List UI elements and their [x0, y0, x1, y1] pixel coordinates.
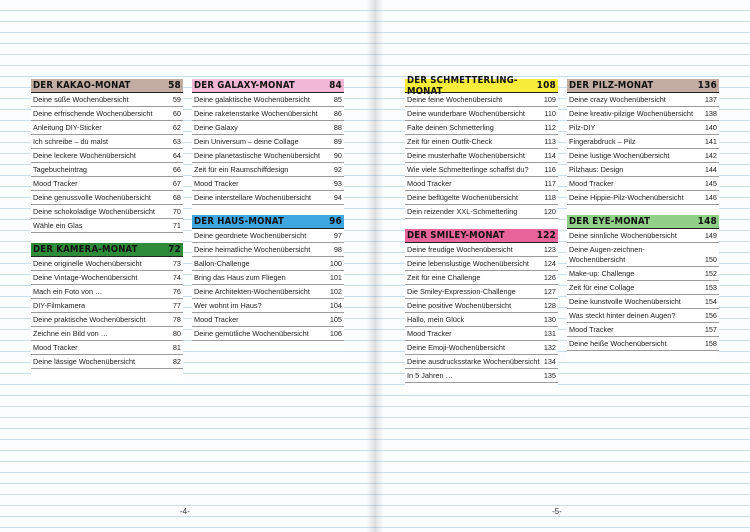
section-header — [192, 79, 344, 93]
entry-title: Deine ausdrucksstarke Wochenübersicht — [407, 356, 540, 366]
entry-title: In 5 Jahren … — [407, 370, 453, 380]
toc-entry[interactable] — [405, 327, 558, 341]
entry-page-number: 123 — [543, 244, 556, 254]
toc-entry[interactable] — [192, 177, 344, 191]
section-title: DER KAKAO-MONAT — [33, 80, 131, 91]
entry-title: Zeit für ein Raumschiffdesign — [194, 164, 289, 174]
toc-entry[interactable] — [567, 177, 719, 191]
toc-entry[interactable] — [31, 205, 183, 219]
toc-entry[interactable] — [405, 149, 558, 163]
entry-title: Zeit für eine Challenge — [407, 272, 481, 282]
entry-page-number: 89 — [333, 136, 342, 146]
toc-entry[interactable] — [31, 299, 183, 313]
entry-title: Deine originelle Wochenübersicht — [33, 258, 142, 268]
entry-title: Deine planetastische Wochenübersicht — [194, 150, 321, 160]
entry-page-number: 131 — [543, 328, 556, 338]
entry-title: Wer wohnt im Haus? — [194, 300, 262, 310]
toc-entry[interactable] — [192, 229, 344, 243]
toc-entry[interactable] — [405, 135, 558, 149]
entry-title: Pilzhaus: Design — [569, 164, 624, 174]
entry-title: Fingerabdruck – Pilz — [569, 136, 636, 146]
entry-page-number: 77 — [172, 300, 181, 310]
toc-entry[interactable] — [192, 285, 344, 299]
entry-page-number: 137 — [704, 94, 717, 104]
toc-entry[interactable] — [31, 355, 183, 369]
toc-entry[interactable] — [405, 313, 558, 327]
entry-page-number: 97 — [333, 230, 342, 240]
entry-page-number: 86 — [333, 108, 342, 118]
section-header — [192, 215, 344, 229]
entry-title: Deine süße Wochenübersicht — [33, 94, 129, 104]
entry-page-number: 120 — [543, 206, 556, 216]
entry-page-number: 64 — [172, 150, 181, 160]
toc-section — [567, 79, 719, 205]
entry-page-number: 110 — [544, 108, 556, 118]
toc-entry[interactable] — [192, 313, 344, 327]
entry-page-number: 60 — [172, 108, 181, 118]
section-page-number: 72 — [168, 244, 181, 255]
toc-entry[interactable] — [405, 257, 558, 271]
entry-title: Deine genussvolle Wochenübersicht — [33, 192, 151, 202]
entry-title: Mood Tracker — [569, 178, 614, 188]
entry-title: Deine Galaxy — [194, 122, 238, 132]
toc-entry[interactable] — [567, 93, 719, 107]
entry-title: Deine lustige Wochenübersicht — [569, 150, 670, 160]
toc-column-2 — [192, 79, 344, 351]
entry-page-number: 116 — [544, 164, 556, 174]
section-header — [31, 243, 183, 257]
section-page-number: 108 — [536, 80, 556, 91]
entry-title: Wähle ein Glas — [33, 220, 83, 230]
toc-entry[interactable] — [567, 337, 719, 351]
entry-title: Deine interstellare Wochenübersicht — [194, 192, 312, 202]
toc-entry[interactable] — [31, 149, 183, 163]
entry-page-number: 78 — [172, 314, 181, 324]
entry-title: Mood Tracker — [569, 324, 614, 334]
section-page-number: 58 — [168, 80, 181, 91]
toc-entry[interactable] — [192, 327, 344, 341]
entry-page-number: 142 — [704, 150, 717, 160]
entry-title: Mach ein Foto von … — [33, 286, 103, 296]
toc-entry[interactable] — [192, 271, 344, 285]
toc-entry[interactable] — [405, 271, 558, 285]
entry-page-number: 102 — [329, 286, 342, 296]
toc-column-4 — [567, 79, 719, 361]
entry-page-number: 105 — [329, 314, 342, 324]
entry-title: Deine freudige Wochenübersicht — [407, 244, 513, 254]
toc-entry[interactable] — [567, 295, 719, 309]
entry-page-number: 67 — [172, 178, 181, 188]
entry-page-number: 73 — [172, 258, 181, 268]
section-title: DER PILZ-MONAT — [569, 80, 654, 91]
entry-page-number: 154 — [704, 296, 717, 306]
entry-title: Deine positive Wochenübersicht — [407, 300, 512, 310]
toc-entry[interactable] — [567, 135, 719, 149]
entry-page-number: 157 — [704, 324, 717, 334]
page-number-left: -4- — [180, 507, 190, 516]
entry-page-number: 63 — [172, 136, 181, 146]
section-title: DER EYE-MONAT — [569, 216, 651, 227]
entry-page-number: 109 — [543, 94, 556, 104]
entry-page-number: 90 — [333, 150, 342, 160]
entry-title: DIY-Filmkamera — [33, 300, 86, 310]
toc-entry[interactable] — [567, 229, 719, 243]
entry-page-number: 71 — [172, 220, 181, 230]
toc-entry[interactable] — [31, 191, 183, 205]
page-number-right: -5- — [552, 507, 562, 516]
entry-title: Ich schreibe – du malst — [33, 136, 109, 146]
toc-section — [192, 79, 344, 205]
entry-page-number: 68 — [172, 192, 181, 202]
toc-entry[interactable] — [405, 243, 558, 257]
entry-page-number: 117 — [544, 178, 556, 188]
entry-page-number: 118 — [544, 192, 556, 202]
entry-page-number: 62 — [172, 122, 181, 132]
toc-entry[interactable] — [567, 267, 719, 281]
entry-page-number: 81 — [172, 342, 181, 352]
entry-title: Bring das Haus zum Fliegen — [194, 272, 286, 282]
entry-title: Die Smiley-Expression-Challenge — [407, 286, 516, 296]
entry-title: Falte deinen Schmetterling — [407, 122, 494, 132]
entry-title: Deine praktische Wochenübersicht — [33, 314, 146, 324]
entry-title: Anleitung DIY-Sticker — [33, 122, 102, 132]
entry-page-number: 128 — [543, 300, 556, 310]
toc-entry[interactable] — [405, 191, 558, 205]
entry-page-number: 127 — [543, 286, 556, 296]
entry-page-number: 153 — [704, 282, 717, 292]
toc-entry[interactable] — [192, 121, 344, 135]
toc-section — [567, 215, 719, 351]
entry-title: Deine kreativ-pilzige Wochenübersicht — [569, 108, 693, 118]
entry-title: Deine erfrischende Wochenübersicht — [33, 108, 153, 118]
entry-title: Deine sinnliche Wochenübersicht — [569, 230, 677, 240]
toc-entry[interactable] — [405, 355, 558, 369]
entry-title: Deine gemütliche Wochenübersicht — [194, 328, 309, 338]
entry-title: Dein reizender XXL-Schmetterling — [407, 206, 518, 216]
entry-title: Deine heiße Wochenübersicht — [569, 338, 667, 348]
toc-entry[interactable] — [31, 257, 183, 271]
entry-page-number: 138 — [704, 108, 717, 118]
toc-entry[interactable] — [31, 271, 183, 285]
entry-page-number: 100 — [329, 258, 342, 268]
section-title: DER SMILEY-MONAT — [407, 230, 505, 241]
entry-title: Mood Tracker — [407, 328, 452, 338]
entry-title: Deine crazy Wochenübersicht — [569, 94, 666, 104]
toc-entry[interactable] — [31, 93, 183, 107]
entry-page-number: 88 — [333, 122, 342, 132]
toc-entry[interactable] — [31, 285, 183, 299]
toc-entry[interactable] — [31, 313, 183, 327]
entry-page-number: 149 — [704, 230, 717, 240]
entry-title: Deine Architekten-Wochenübersicht — [194, 286, 310, 296]
toc-entry[interactable] — [192, 191, 344, 205]
section-header — [567, 79, 719, 93]
entry-title: Dein Universum – deine Collage — [194, 136, 299, 146]
entry-page-number: 59 — [172, 94, 181, 104]
entry-page-number: 150 — [704, 254, 717, 264]
toc-entry[interactable] — [567, 191, 719, 205]
section-title: DER GALAXY-MONAT — [194, 80, 295, 91]
toc-entry[interactable] — [405, 285, 558, 299]
toc-section — [405, 229, 558, 383]
entry-title: Deine heimatliche Wochenübersicht — [194, 244, 311, 254]
toc-entry[interactable] — [405, 163, 558, 177]
toc-entry[interactable] — [567, 281, 719, 295]
entry-title: Wie viele Schmetterlinge schaffst du? — [407, 164, 529, 174]
entry-title: Deine lässige Wochenübersicht — [33, 356, 136, 366]
entry-title: Mood Tracker — [194, 314, 239, 324]
entry-title: Deine geordnete Wochenübersicht — [194, 230, 307, 240]
toc-entry[interactable] — [405, 121, 558, 135]
entry-page-number: 70 — [172, 206, 181, 216]
entry-title: Deine raketenstarke Wochenübersicht — [194, 108, 318, 118]
section-header — [405, 229, 558, 243]
toc-entry[interactable] — [31, 327, 183, 341]
entry-page-number: 135 — [543, 370, 556, 380]
entry-title: Deine leckere Wochenübersicht — [33, 150, 136, 160]
entry-page-number: 74 — [172, 272, 181, 282]
entry-title: Deine galaktische Wochenübersicht — [194, 94, 310, 104]
toc-section — [405, 74, 558, 219]
entry-title: Hallo, mein Glück — [407, 314, 465, 324]
toc-entry[interactable] — [192, 93, 344, 107]
toc-entry[interactable] — [31, 163, 183, 177]
entry-page-number: 80 — [172, 328, 181, 338]
entry-page-number: 152 — [704, 268, 717, 278]
entry-page-number: 146 — [704, 192, 717, 202]
entry-page-number: 92 — [333, 164, 342, 174]
toc-entry[interactable] — [567, 309, 719, 323]
toc-entry[interactable] — [567, 121, 719, 135]
toc-entry[interactable] — [192, 257, 344, 271]
entry-title: Deine Emoji-Wochenübersicht — [407, 342, 506, 352]
entry-title: Deine wunderbare Wochenübersicht — [407, 108, 525, 118]
toc-entry[interactable] — [192, 107, 344, 121]
section-header — [567, 215, 719, 229]
entry-page-number: 82 — [172, 356, 181, 366]
section-page-number: 96 — [329, 216, 342, 227]
entry-title: Zeit für einen Outfit-Check — [407, 136, 493, 146]
toc-entry[interactable] — [405, 177, 558, 191]
entry-page-number: 104 — [329, 300, 342, 310]
entry-title: Deine schokoladige Wochenübersicht — [33, 206, 155, 216]
entry-title: Deine lebenslustige Wochenübersicht — [407, 258, 529, 268]
entry-title: Zeit für eine Collage — [569, 282, 635, 292]
entry-title: Deine Augen-zeichnen-Wochenübersicht — [569, 244, 645, 264]
toc-entry[interactable] — [31, 107, 183, 121]
toc-section — [31, 243, 183, 369]
toc-entry[interactable] — [192, 299, 344, 313]
toc-entry[interactable] — [192, 243, 344, 257]
entry-title: Deine Hippie-Pilz-Wochenübersicht — [569, 192, 684, 202]
entry-title: Deine feine Wochenübersicht — [407, 94, 503, 104]
entry-page-number: 76 — [172, 286, 181, 296]
entry-title: Was steckt hinter deinen Augen? — [569, 310, 676, 320]
toc-entry[interactable] — [192, 163, 344, 177]
entry-page-number: 66 — [172, 164, 181, 174]
toc-entry[interactable] — [567, 243, 719, 267]
entry-page-number: 113 — [544, 136, 556, 146]
entry-page-number: 93 — [333, 178, 342, 188]
entry-page-number: 158 — [704, 338, 717, 348]
section-title: DER HAUS-MONAT — [194, 216, 285, 227]
entry-title: Tagebucheintrag — [33, 164, 87, 174]
entry-title: Make-up: Challenge — [569, 268, 635, 278]
section-title: DER SCHMETTERLING-MONAT — [407, 74, 518, 97]
section-page-number: 84 — [329, 80, 342, 91]
entry-page-number: 85 — [333, 94, 342, 104]
toc-entry[interactable] — [567, 149, 719, 163]
section-title: DER KAMERA-MONAT — [33, 244, 138, 255]
entry-title: Mood Tracker — [407, 178, 452, 188]
entry-page-number: 106 — [329, 328, 342, 338]
entry-page-number: 94 — [333, 192, 342, 202]
entry-page-number: 130 — [543, 314, 556, 324]
toc-entry[interactable] — [31, 219, 183, 233]
entry-title: Deine Vintage-Wochenübersicht — [33, 272, 138, 282]
entry-page-number: 98 — [333, 244, 342, 254]
entry-page-number: 126 — [543, 272, 556, 282]
entry-page-number: 140 — [704, 122, 717, 132]
toc-column-1 — [31, 79, 183, 379]
section-header — [31, 79, 183, 93]
section-page-number: 148 — [697, 216, 717, 227]
toc-entry[interactable] — [405, 205, 558, 219]
toc-entry[interactable] — [192, 135, 344, 149]
entry-page-number: 124 — [543, 258, 556, 268]
entry-title: Deine musterhafte Wochenübersicht — [407, 150, 525, 160]
entry-title: Deine beflügelte Wochenübersicht — [407, 192, 519, 202]
toc-entry[interactable] — [567, 163, 719, 177]
entry-page-number: 141 — [704, 136, 717, 146]
toc-entry[interactable] — [405, 299, 558, 313]
entry-page-number: 101 — [329, 272, 342, 282]
entry-page-number: 132 — [543, 342, 556, 352]
toc-section — [192, 215, 344, 341]
section-page-number: 136 — [697, 80, 717, 91]
toc-entry[interactable] — [192, 149, 344, 163]
entry-page-number: 112 — [544, 122, 556, 132]
entry-page-number: 156 — [704, 310, 717, 320]
section-header — [405, 74, 558, 97]
entry-title: Mood Tracker — [33, 178, 78, 188]
entry-page-number: 114 — [544, 150, 556, 160]
entry-title: Mood Tracker — [194, 178, 239, 188]
toc-section — [31, 79, 183, 233]
toc-entry[interactable] — [405, 341, 558, 355]
section-page-number: 122 — [536, 230, 556, 241]
entry-page-number: 145 — [704, 178, 717, 188]
entry-title: Ballon-Challenge — [194, 258, 250, 268]
toc-entry[interactable] — [31, 121, 183, 135]
toc-entry[interactable] — [405, 93, 558, 107]
toc-entry[interactable] — [567, 107, 719, 121]
toc-entry[interactable] — [405, 107, 558, 121]
toc-entry[interactable] — [31, 177, 183, 191]
entry-title: Pilz-DIY — [569, 122, 596, 132]
entry-page-number: 144 — [704, 164, 717, 174]
toc-entry[interactable] — [31, 341, 183, 355]
entry-title: Mood Tracker — [33, 342, 78, 352]
entry-title: Zeichne ein Bild von … — [33, 328, 109, 338]
toc-entry[interactable] — [405, 369, 558, 383]
entry-page-number: 134 — [543, 356, 556, 366]
toc-entry[interactable] — [567, 323, 719, 337]
book-gutter — [366, 0, 384, 532]
entry-title: Deine kunstvolle Wochenübersicht — [569, 296, 681, 306]
toc-column-3 — [405, 74, 558, 393]
toc-entry[interactable] — [31, 135, 183, 149]
